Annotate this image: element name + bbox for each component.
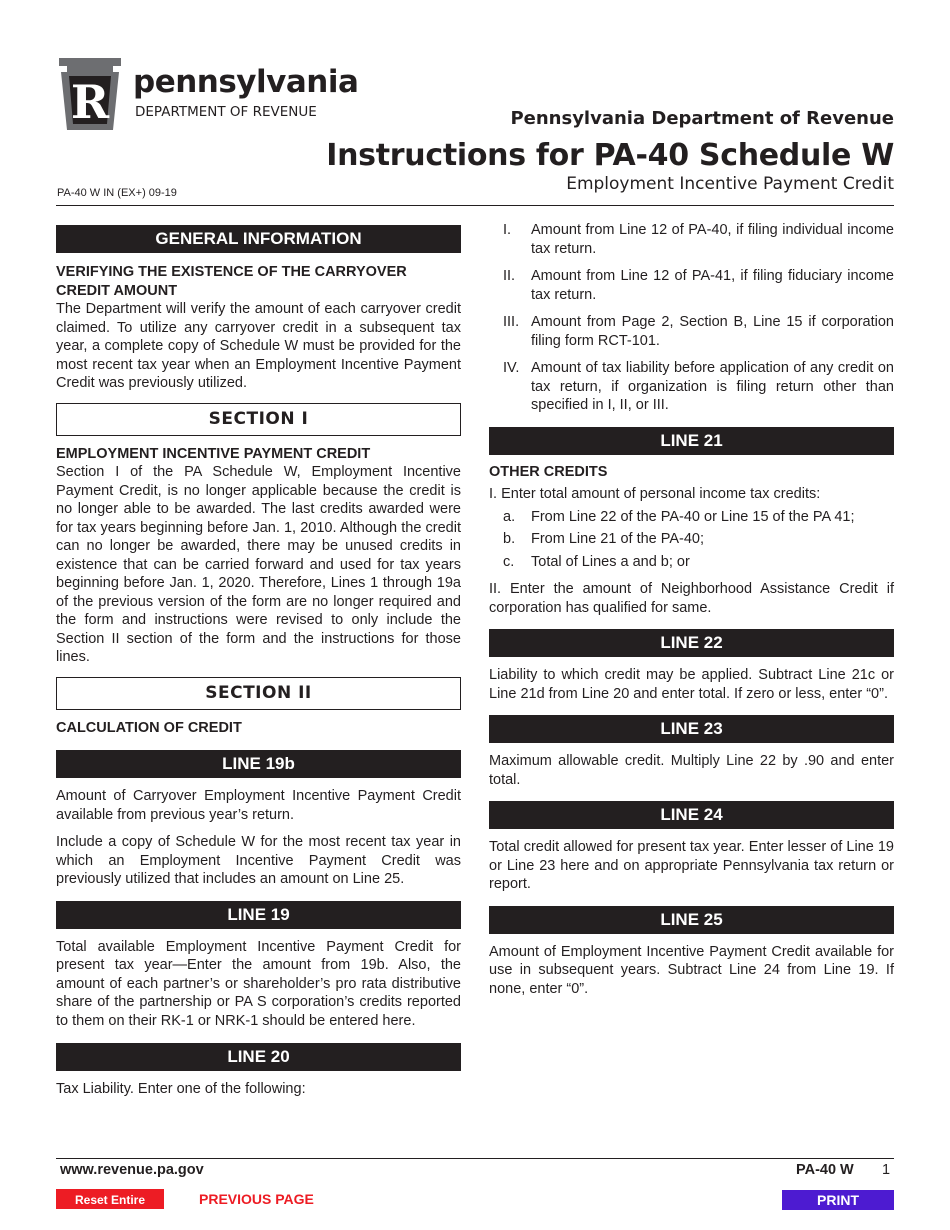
footer-form-name: PA-40 W (796, 1162, 854, 1178)
list-item-text: From Line 21 of the PA-40; (531, 531, 705, 547)
list-item (489, 359, 894, 415)
section-2-heading: SECTION II (56, 677, 461, 710)
list-item-text: Amount from Page 2, Section B, Line 15 if corporation filing form RCT-101. (531, 314, 894, 349)
keystone-logo-icon (55, 58, 125, 130)
list-item-number: a. (503, 508, 516, 525)
list-item-text: Amount from Line 12 of PA-41, if filing fiduciary income tax return. (531, 268, 894, 303)
list-item-text: Total of Lines a and b; or (531, 553, 690, 570)
list-item-text: From Line 22 of the PA-40 or Line 15 of the PA 41; (531, 508, 855, 525)
list-item-number: b. (503, 531, 516, 547)
line-19b-text-1: Amount of Carryover Employment Incentive Payment Credit available from previous year’s return. (56, 788, 461, 823)
line-24-text: Total credit allowed for present tax year. Enter lesser of Line 19 or Line 23 here and on appropriate Pennsylvania tax return or report. (489, 839, 894, 892)
general-information-heading: GENERAL INFORMATION (56, 225, 461, 253)
line-22-text: Liability to which credit may be applied. Subtract Line 21c or Line 21d from Line 20 and enter total. If zero or less, enter “0”. (489, 667, 894, 702)
line-24-heading: LINE 24 (489, 801, 894, 829)
line-22-heading: LINE 22 (489, 629, 894, 657)
list-item (489, 508, 894, 527)
agency-name: Pennsylvania Department of Revenue (510, 108, 894, 129)
section-2-subheading: CALCULATION OF CREDIT (56, 719, 242, 736)
reset-form-button[interactable]: Reset Entire Form (56, 1189, 164, 1209)
list-item-number: II. (503, 268, 516, 284)
list-item-number: c. (503, 553, 515, 570)
page-number: 1 (882, 1162, 891, 1178)
list-item-text: Amount from Line 12 of PA-40, if filing individual income tax return. (531, 222, 894, 257)
list-item (489, 313, 894, 350)
page-subtitle: Employment Incentive Payment Credit (566, 174, 894, 194)
list-item (489, 267, 894, 304)
line-21-text-2: II. Enter the amount of Neighborhood Assistance Credit if corporation has qualified for same. (489, 581, 894, 616)
line-20-text: Tax Liability. Enter one of the following: (56, 1081, 306, 1097)
section-1-subheading: EMPLOYMENT INCENTIVE PAYMENT CREDIT (56, 445, 371, 462)
line-21-intro: I. Enter total amount of personal income tax credits: (489, 486, 821, 502)
line-23-text: Maximum allowable credit. Multiply Line 22 by .90 and enter total. (489, 753, 894, 788)
list-item (489, 530, 894, 549)
line-19-text: Total available Employment Incentive Payment Credit for present tax year—Enter the amount from 19b. Also, the amount of each partner’s or shareholder’s pro rata distributive share of the partnership or PA S corporation’s credits reported to them on their RK-1 or NRK-1 should be entered here. (56, 938, 461, 1029)
list-item (489, 553, 894, 572)
footer-divider (56, 1158, 894, 1159)
line-21-heading: LINE 21 (489, 427, 894, 455)
line-19-heading: LINE 19 (56, 901, 461, 929)
line-23-heading: LINE 23 (489, 715, 894, 743)
line-19b-heading: LINE 19b (56, 750, 461, 778)
line-19b-text-2: Include a copy of Schedule W for the most recent tax year in which an Employment Incentive Payment Credit was previously utilized that includes an amount on Line 25. (56, 834, 461, 887)
left-column (56, 212, 461, 1099)
right-column (489, 212, 894, 998)
pa-revenue-logo (55, 58, 359, 130)
section-1-text: Section I of the PA Schedule W, Employment Incentive Payment Credit, is no longer applicable because the credit is no longer able to be awarded. The last credits awarded were for tax years beginning before Jan. 1, 2010. Although the credit can no longer be awarded, there may be unused credits in existence that can be carried forward and used for tax years beginning before Jan. 1, 2020. Therefore, Lines 1 through 19a of the previous version of the form are no longer required and the form and instructions were revised to only include the Section II section of the form and the instructions for those lines. (56, 464, 461, 665)
website-link[interactable]: www.revenue.pa.gov (60, 1162, 204, 1178)
logo-monogram: R (70, 75, 110, 129)
list-item-number: III. (503, 314, 520, 330)
previous-page-button[interactable]: PREVIOUS PAGE (199, 1191, 314, 1207)
list-item-number: IV. (503, 360, 520, 376)
carryover-subheading: VERIFYING THE EXISTENCE OF THE CARRYOVER CREDIT AMOUNT (56, 264, 407, 299)
logo-department: DEPARTMENT OF REVENUE (135, 104, 317, 120)
line-25-heading: LINE 25 (489, 906, 894, 934)
line-20-heading: LINE 20 (56, 1043, 461, 1071)
page-title: Instructions for PA-40 Schedule W (326, 138, 894, 173)
print-button[interactable]: PRINT (782, 1190, 894, 1210)
list-item (489, 221, 894, 258)
list-item-text: Amount of tax liability before application of any credit on tax return, if organization is filing return other than specified in I, II, or III. (531, 360, 894, 413)
line-25-text: Amount of Employment Incentive Payment Credit available for use in subsequent years. Subtract Line 24 from Line 19. If none, enter “0”. (489, 943, 894, 997)
header-divider (56, 205, 894, 206)
line-21-subheading: OTHER CREDITS (489, 463, 608, 480)
list-item-number: I. (503, 222, 512, 238)
section-1-heading: SECTION I (56, 403, 461, 436)
form-code: PA-40 W IN (EX+) 09-19 (57, 187, 177, 199)
general-information-text: The Department will verify the amount of each carryover credit claimed. To utilize any carryover credit in a subsequent tax year, a complete copy of Schedule W must be provided for the most recent tax year when an Employment Incentive Payment Credit was previously utilized. (56, 301, 461, 391)
logo-wordmark: pennsylvania (133, 64, 359, 100)
